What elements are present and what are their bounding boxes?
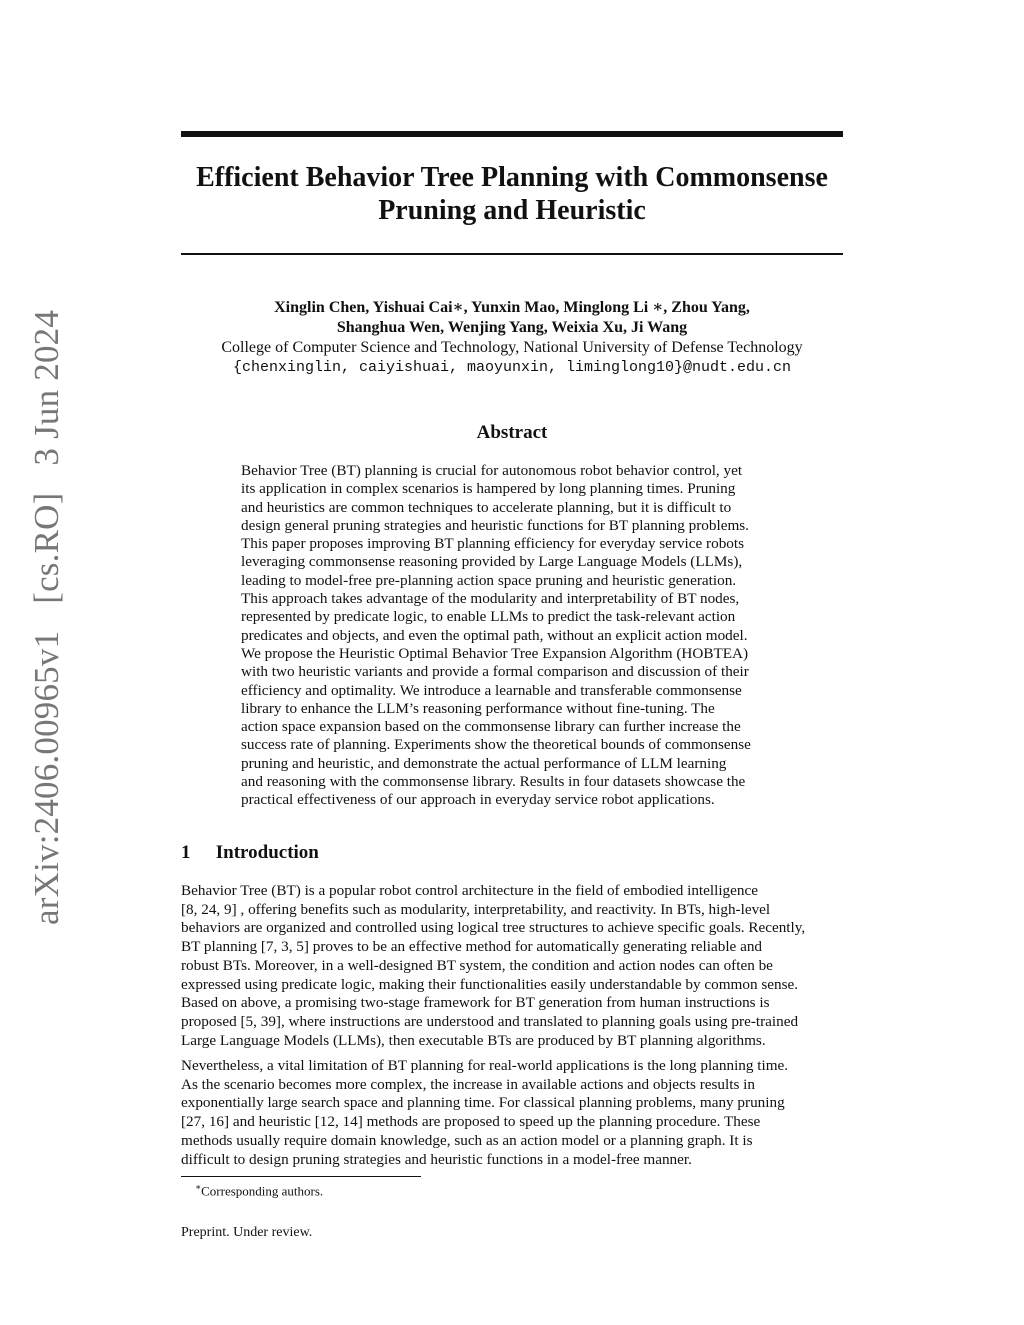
- author-emails: {chenxinglin, caiyishuai, maoyunxin, liminglong10}@nudt.edu.cn: [232, 359, 792, 376]
- abstract-line: This approach takes advantage of the modularity and interpretability of BT nodes,: [241, 590, 740, 608]
- paragraph-line: As the scenario becomes more complex, the increase in available actions and objects results in: [181, 1075, 755, 1093]
- arxiv-category: [cs.RO]: [27, 492, 66, 604]
- abstract-line: design general pruning strategies and heuristic functions for BT planning problems.: [241, 516, 749, 534]
- author-block: [181, 298, 843, 378]
- section-number: 1: [181, 842, 191, 863]
- paragraph-line: Nevertheless, a vital limitation of BT planning for real-world applications is the long planning time.: [181, 1057, 789, 1074]
- abstract-line: leading to model-free pre-planning action space pruning and heuristic generation.: [241, 571, 737, 589]
- footnote-mark: ∗: [195, 1182, 202, 1192]
- paragraph-line: [8, 24, 9] , offering benefits such as modularity, interpretability, and reactivity. In BTs, high-level: [181, 900, 771, 918]
- abstract-line: predicates and objects, and even the optimal path, without an explicit action model.: [241, 626, 748, 644]
- footnote: [195, 1178, 323, 1200]
- footnote-rule: [181, 1176, 421, 1177]
- intro-paragraph-2: [181, 1057, 844, 1169]
- intro-paragraph-1: [181, 882, 844, 1050]
- title-line: Efficient Behavior Tree Planning with Commonsense: [196, 162, 828, 193]
- preprint-note: Preprint. Under review.: [181, 1225, 313, 1240]
- abstract-body: [241, 462, 786, 810]
- title-bottom-rule: [181, 253, 843, 255]
- arxiv-date: 3 Jun 2024: [27, 309, 66, 466]
- authors-line: Xinglin Chen, Yishuai Cai∗, Yunxin Mao, Minglong Li ∗, Zhou Yang,: [274, 299, 750, 316]
- authors-line: Shanghua Wen, Wenjing Yang, Weixia Xu, Ji Wang: [336, 319, 688, 336]
- abstract-line: represented by predicate logic, to enable LLMs to predict the task-relevant action: [241, 608, 736, 626]
- abstract-line: its application in complex scenarios is hampered by long planning times. Pruning: [241, 480, 736, 498]
- paragraph-line: robust BTs. Moreover, in a well-designed BT system, the condition and action nodes can often be: [181, 956, 773, 974]
- title-line: Pruning and Heuristic: [378, 195, 646, 226]
- abstract-line: We propose the Heuristic Optimal Behavior Tree Expansion Algorithm (HOBTEA): [241, 644, 749, 662]
- abstract-line: and reasoning with the commonsense library. Results in four datasets showcase the: [241, 773, 746, 791]
- paragraph-line: Based on above, a promising two-stage framework for BT generation from human instructions is: [181, 994, 770, 1012]
- paragraph-line: expressed using predicate logic, making their functionalities easily understandable by common sense.: [181, 975, 799, 993]
- paragraph-line: exponentially large search space and planning time. For classical planning problems, many pruning: [181, 1094, 785, 1112]
- arxiv-id: arXiv:2406.00965v1: [27, 630, 66, 925]
- abstract-line: Behavior Tree (BT) planning is crucial for autonomous robot behavior control, yet: [241, 462, 743, 479]
- paragraph-line: Large Language Models (LLMs), then executable BTs are produced by BT planning algorithms.: [181, 1031, 766, 1049]
- abstract-line: library to enhance the LLM’s reasoning performance without fine-tuning. The: [241, 699, 715, 717]
- paragraph-line: difficult to design pruning strategies and heuristic functions in a model-free manner.: [181, 1150, 692, 1168]
- abstract-line: efficiency and optimality. We introduce a learnable and transferable commonsense: [241, 681, 742, 699]
- paragraph-line: BT planning [7, 3, 5] proves to be an effective method for automatically generating reliable and: [181, 938, 763, 956]
- section-title: Introduction: [215, 842, 319, 863]
- abstract-line: action space expansion based on the commonsense library can further increase the: [241, 718, 741, 736]
- abstract-line: pruning and heuristic, and demonstrate the actual performance of LLM learning: [241, 754, 727, 772]
- paper-title: [181, 161, 843, 227]
- abstract-line: and heuristics are common techniques to accelerate planning, but it is difficult to: [241, 498, 732, 516]
- paragraph-line: proposed [5, 39], where instructions are understood and translated to planning goals using pre-trained: [181, 1012, 799, 1030]
- paragraph-line: Behavior Tree (BT) is a popular robot control architecture in the field of embodied intelligence: [181, 882, 758, 899]
- abstract-line: success rate of planning. Experiments show the theoretical bounds of commonsense: [241, 736, 751, 754]
- footnote-text: Corresponding authors.: [201, 1183, 324, 1199]
- abstract-heading: Abstract: [476, 422, 548, 443]
- paragraph-line: methods usually require domain knowledge, such as an action model or a planning graph. It is: [181, 1131, 753, 1149]
- paragraph-line: [27, 16] and heuristic [12, 14] methods are proposed to speed up the planning procedure. These: [181, 1113, 761, 1131]
- paragraph-line: behaviors are organized and controlled using logical tree structures to achieve specific goals. Recently,: [181, 919, 806, 937]
- affiliation: College of Computer Science and Technology, National University of Defense Technology: [221, 339, 803, 356]
- arxiv-identifier: [22, 309, 72, 925]
- section-heading-introduction: [181, 841, 843, 865]
- abstract-line: This paper proposes improving BT planning efficiency for everyday service robots: [241, 535, 745, 553]
- abstract-line: with two heuristic variants and provide a formal comparison and discussion of their: [241, 663, 749, 681]
- abstract-line: practical effectiveness of our approach in everyday service robot applications.: [241, 791, 715, 809]
- abstract-line: leveraging commonsense reasoning provided by Large Language Models (LLMs),: [241, 553, 743, 571]
- title-top-rule: [181, 131, 843, 137]
